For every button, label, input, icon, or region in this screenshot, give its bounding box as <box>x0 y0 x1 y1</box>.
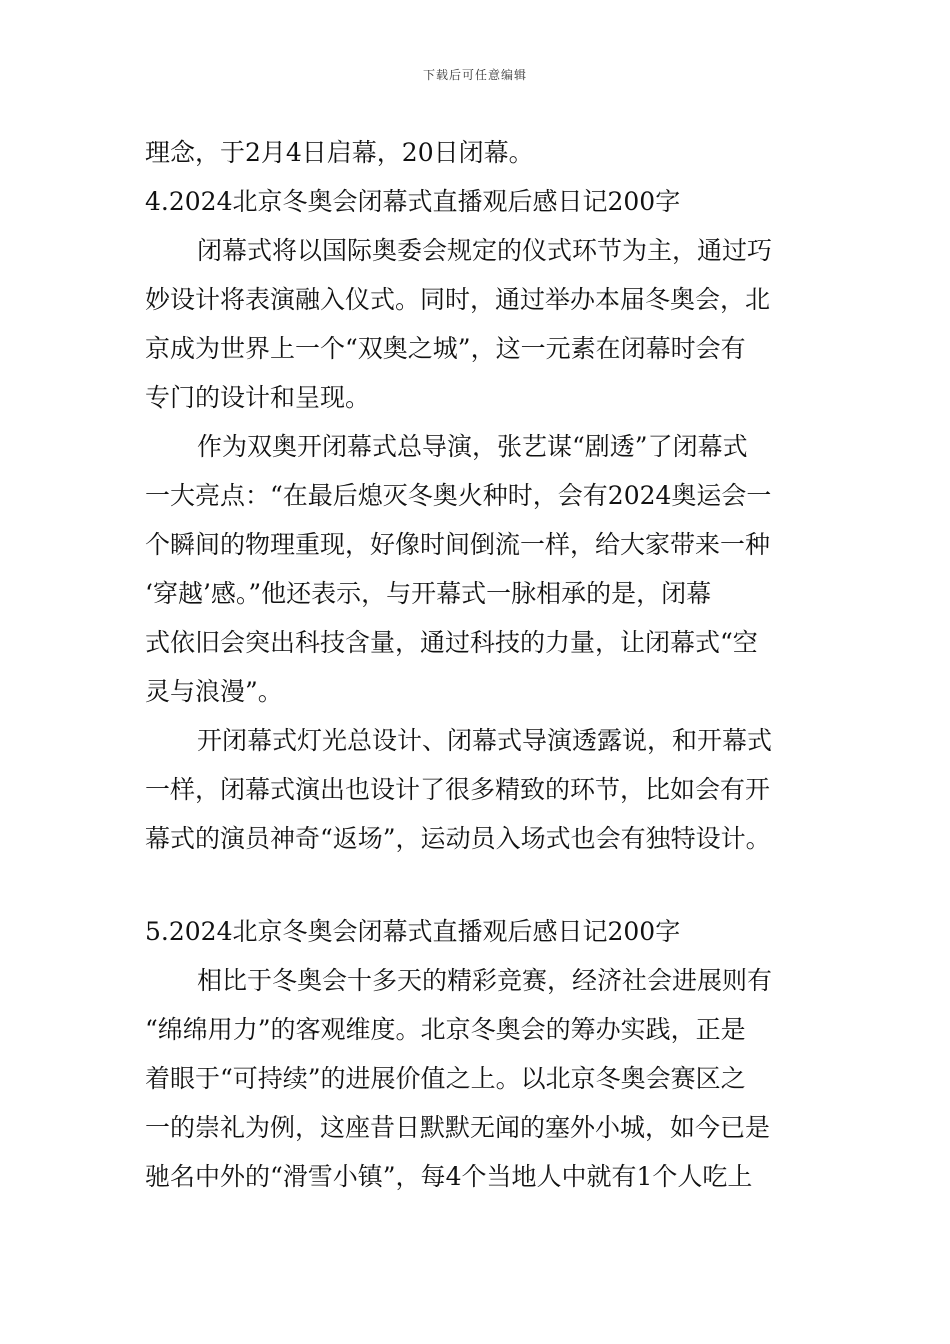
paragraph-line: 一的崇礼为例，这座昔日默默无闻的塞外小城，如今已是 <box>145 1113 771 1142</box>
paragraph-line: 式依旧会突出科技含量，通过科技的力量，让闭幕式“空 <box>145 628 758 657</box>
paragraph-line: 着眼于“可持续”的进展价值之上。以北京冬奥会赛区之 <box>145 1064 746 1093</box>
paragraph-line: 幕式的演员神奇“返场”，运动员入场式也会有独特设计。 <box>145 824 771 853</box>
paragraph-line: “绵绵用力”的客观维度。北京冬奥会的筹办实践，正是 <box>145 1015 746 1044</box>
paragraph-line: ‘穿越’感。”他还表示，与开幕式一脉相承的是，闭幕 <box>145 579 712 608</box>
paragraph-line: 理念，于2月4日启幕，20日闭幕。 <box>145 138 534 167</box>
paragraph-line: 一大亮点：“在最后熄灭冬奥火种时，会有2024奥运会一 <box>145 481 772 510</box>
paragraph-line: 专门的设计和呈现。 <box>145 383 371 412</box>
paragraph-line: 闭幕式将以国际奥委会规定的仪式环节为主，通过巧 <box>197 236 773 265</box>
section-heading-5: 5.2024北京冬奥会闭幕式直播观后感日记200字 <box>145 917 681 946</box>
paragraph-line: 相比于冬奥会十多天的精彩竞赛，经济社会进展则有 <box>197 966 773 995</box>
document-body <box>145 128 810 1201</box>
paragraph-line: 京成为世界上一个“双奥之城”，这一元素在闭幕时会有 <box>145 334 746 363</box>
paragraph-line: 个瞬间的物理重现，好像时间倒流一样，给大家带来一种 <box>145 530 771 559</box>
page-header-note: 下载后可任意编辑 <box>422 68 527 82</box>
section-heading-4: 4.2024北京冬奥会闭幕式直播观后感日记200字 <box>145 187 681 216</box>
paragraph-line: 妙设计将表演融入仪式。同时，通过举办本届冬奥会，北 <box>145 285 771 314</box>
paragraph-line: 作为双奥开闭幕式总导演，张艺谋“剧透”了闭幕式 <box>197 432 748 461</box>
paragraph-line: 一样，闭幕式演出也设计了很多精致的环节，比如会有开 <box>145 775 771 804</box>
paragraph-line: 驰名中外的“滑雪小镇”，每4个当地人中就有1个人吃上 <box>145 1162 753 1191</box>
paragraph-line: 灵与浪漫”。 <box>145 677 283 706</box>
section-spacer <box>145 863 810 907</box>
paragraph-line: 开闭幕式灯光总设计、闭幕式导演透露说，和开幕式 <box>197 726 773 755</box>
